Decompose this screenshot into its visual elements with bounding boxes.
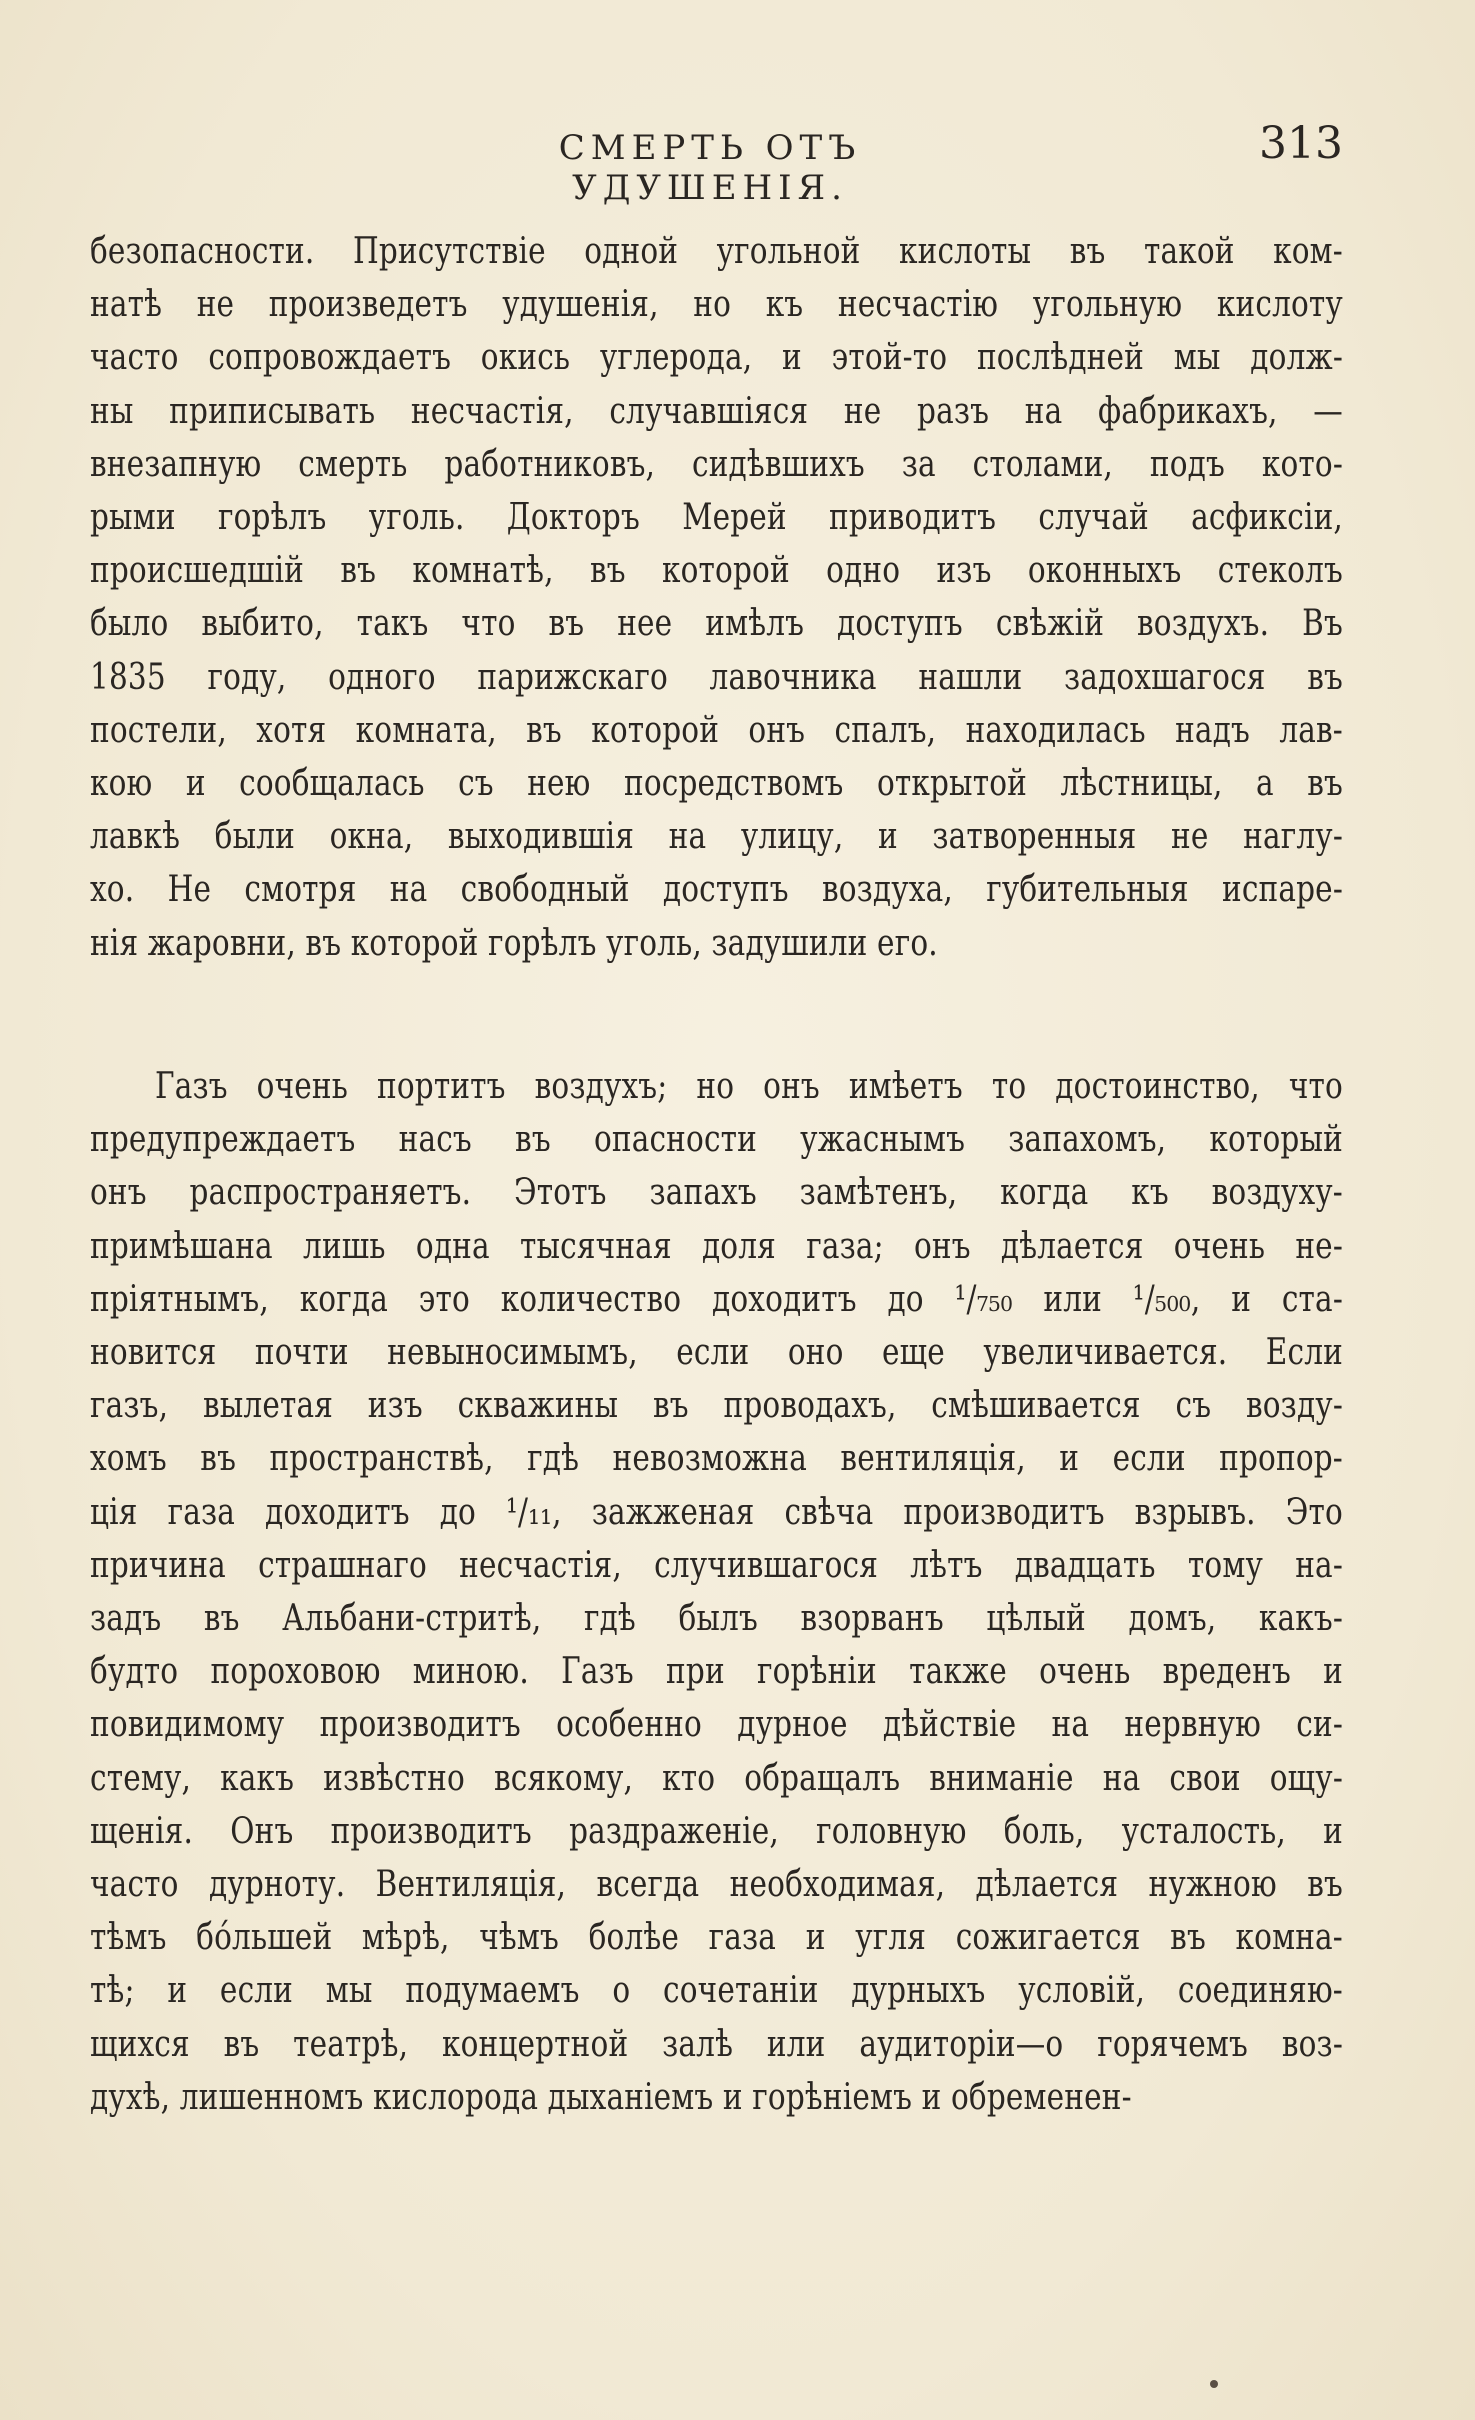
text-line: натѣ не произведетъ удушенія, но къ несчастію угольную кислоту	[90, 284, 1343, 326]
text-line: онъ распространяетъ. Этотъ запахъ замѣтенъ, когда къ воздуху-	[90, 1172, 1343, 1214]
text-line: безопасности. Присутствіе одной угольной кислоты въ такой ком-	[90, 231, 1343, 272]
text-line: постели, хотя комната, въ которой онъ спалъ, находилась надъ лав-	[90, 709, 1343, 751]
text-line: тѣ; и если мы подумаемъ о сочетаніи дурныхъ условій, соединяю-	[90, 1970, 1343, 2012]
text-line: часто сопровождаетъ окись углерода, и этой-то послѣдней мы долж-	[90, 337, 1343, 379]
text-line: духѣ, лишенномъ кислорода дыханіемъ и горѣніемъ и обременен-	[90, 2076, 1132, 2118]
text-line: причина страшнаго несчастія, случившагося лѣтъ двадцать тому на-	[90, 1544, 1343, 1586]
text-line: тѣмъ бо́льшей мѣрѣ, чѣмъ болѣе газа и угля сожигается въ комна-	[90, 1917, 1343, 1959]
text-line: внезапную смерть работниковъ, сидѣвшихъ за столами, подъ кото-	[90, 443, 1343, 485]
text-line: часто дурноту. Вентиляція, всегда необходимая, дѣлается нужною въ	[90, 1864, 1343, 1905]
text-line: щенія. Онъ производитъ раздраженіе, головную боль, усталость, и	[90, 1810, 1343, 1852]
text-line: хо. Не смотря на свободный доступъ воздуха, губительныя испаре-	[90, 869, 1343, 911]
text-line: хомъ въ пространствѣ, гдѣ невозможна вентиляція, и если пропор-	[90, 1438, 1343, 1480]
text-line: нія жаровни, въ которой горѣлъ уголь, задушили его.	[90, 922, 938, 964]
text-line: новится почти невыносимымъ, если оно еще увеличивается. Если	[90, 1332, 1343, 1373]
text-line: рыми горѣлъ уголь. Докторъ Мерей приводитъ случай асфиксіи,	[90, 497, 1343, 538]
text-line: будто пороховою миною. Газъ при горѣніи также очень вреденъ и	[90, 1651, 1343, 1693]
page-number: 313	[1259, 118, 1343, 169]
text-line: задъ въ Альбани-стритѣ, гдѣ былъ взорванъ цѣлый домъ, какъ-	[90, 1598, 1343, 1639]
text-line: лавкѣ были окна, выходившія на улицу, и затворенныя не наглу-	[90, 816, 1343, 858]
text-line: стему, какъ извѣстно всякому, кто обращалъ вниманіе на свои ощу-	[90, 1757, 1343, 1799]
text-line: щихся въ театрѣ, концертной залѣ или аудиторіи—о горячемъ воз-	[90, 2023, 1343, 2065]
text-line: кою и сообщалась съ нею посредствомъ открытой лѣстницы, а въ	[90, 763, 1343, 804]
running-title: СМЕРТЬ ОТЪ УДУШЕНІЯ.	[558, 128, 862, 208]
text-line: 1835 году, одного парижскаго лавочника нашли задохшагося въ	[90, 656, 1343, 698]
text-line: Газъ очень портитъ воздухъ; но онъ имѣетъ то достоинство, что	[155, 1066, 1343, 1107]
text-line: примѣшана лишь одна тысячная доля газа; онъ дѣлается очень не-	[90, 1225, 1343, 1267]
text-line: ція газа доходитъ до ¹/₁₁, зажженая свѣча производитъ взрывъ. Это	[90, 1491, 1343, 1533]
text-line: пріятнымъ, когда это количество доходитъ до ¹/₇₅₀ или ¹/₅₀₀, и ста-	[90, 1278, 1343, 1320]
ink-speck	[1210, 2380, 1218, 2388]
text-line: происшедшій въ комнатѣ, въ которой одно изъ оконныхъ стеколъ	[90, 550, 1343, 592]
text-line: ны приписывать несчастія, случавшіяся не разъ на фабрикахъ, —	[90, 390, 1343, 432]
text-line: было выбито, такъ что въ нее имѣлъ доступъ свѣжій воздухъ. Въ	[90, 603, 1343, 645]
text-line: предупреждаетъ насъ въ опасности ужаснымъ запахомъ, который	[90, 1119, 1343, 1161]
text-line: повидимому производитъ особенно дурное дѣйствіе на нервную си-	[90, 1704, 1343, 1746]
text-line: газъ, вылетая изъ скважины въ проводахъ, смѣшивается съ возду-	[90, 1385, 1343, 1427]
